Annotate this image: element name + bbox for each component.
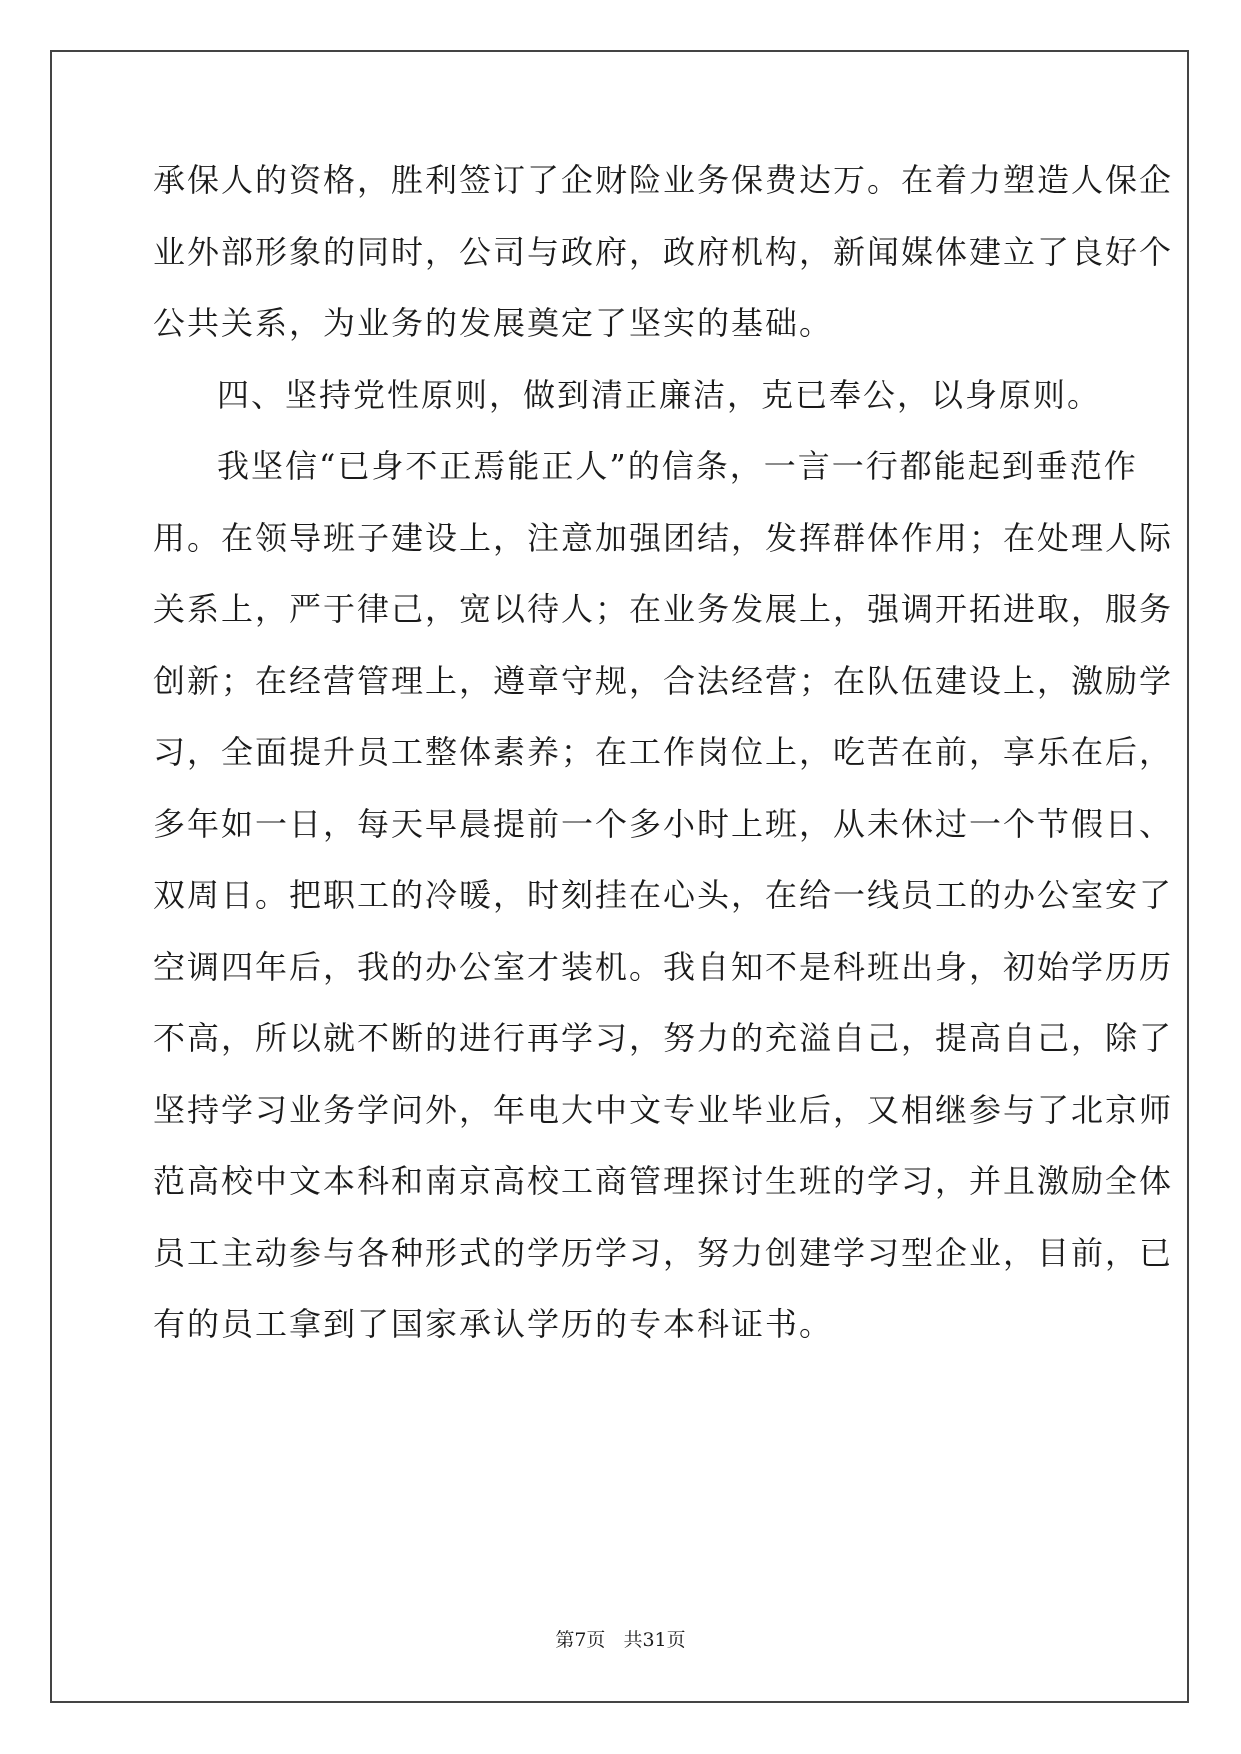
text-line: 坚持学习业务学问外，年电大中文专业毕业后，又相继参与了北京师 [153, 1090, 1174, 1129]
page-number: 第7页 [555, 1629, 606, 1651]
text-line: 承保人的资格，胜利签订了企财险业务保费达万。在着力塑造人保企 [153, 161, 1174, 199]
text-line: 不高，所以就不断的进行再学习，努力的充溢自己，提高自己，除了 [153, 1019, 1174, 1057]
text-line: 多年如一日，每天早晨提前一个多小时上班，从未休过一个节假日、 [153, 804, 1174, 843]
text-line: 业外部形象的同时，公司与政府，政府机构，新闻媒体建立了良好个 [153, 232, 1174, 271]
text-line: 四、坚持党性原则，做到清正廉洁，克已奉公，以身原则。 [217, 375, 1102, 414]
page-footer [0, 1625, 1241, 1652]
text-line: 双周日。把职工的冷暖，时刻挂在心头，在给一线员工的办公室安了 [153, 876, 1174, 914]
text-line: 关系上，严于律己，宽以待人；在业务发展上，强调开拓进取，服务 [153, 590, 1174, 628]
text-line: 习，全面提升员工整体素养；在工作岗位上，吃苦在前，享乐在后， [153, 733, 1174, 771]
page-total: 共31页 [623, 1629, 686, 1651]
text-line: 用。在领导班子建设上，注意加强团结，发挥群体作用；在处理人际 [153, 518, 1174, 557]
text-line: 范高校中文本科和南京高校工商管理探讨生班的学习，并且激励全体 [153, 1162, 1174, 1200]
text-line: 公共关系，为业务的发展奠定了坚实的基础。 [153, 304, 834, 342]
text-line: 我坚信“已身不正焉能正人”的信条，一言一行都能起到垂范作 [217, 447, 1138, 485]
text-line: 空调四年后，我的办公室才装机。我自知不是科班出身，初始学历历 [153, 947, 1174, 986]
text-line: 有的员工拿到了国家承认学历的专本科证书。 [153, 1305, 834, 1343]
text-line: 创新；在经营管理上，遵章守规，合法经营；在队伍建设上，激励学 [153, 661, 1174, 700]
text-line: 员工主动参与各种形式的学历学习，努力创建学习型企业，目前，已 [153, 1233, 1174, 1272]
